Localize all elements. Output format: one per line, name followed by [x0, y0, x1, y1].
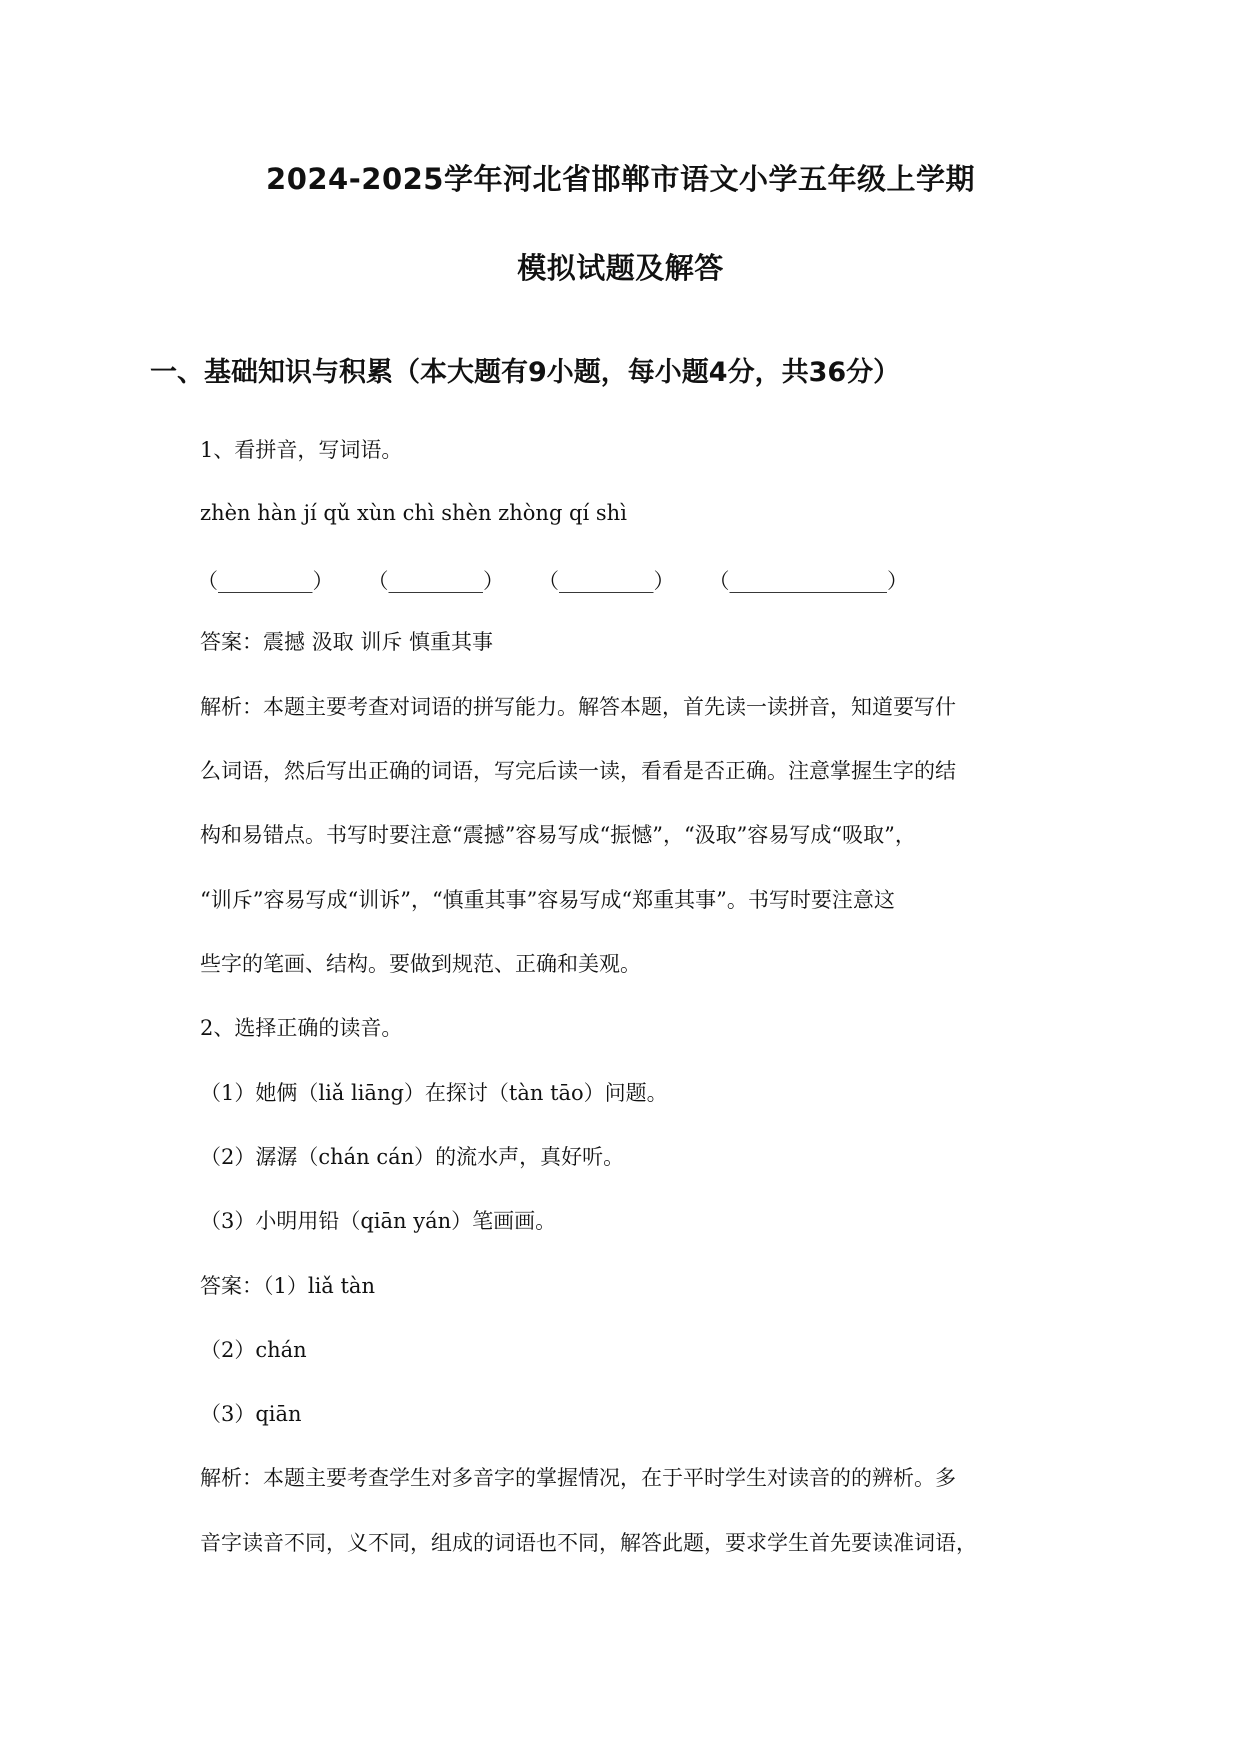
- document-title-line-1: 2024-2025学年河北省邯郸市语文小学五年级上学期: [266, 162, 975, 196]
- q2-prompt: 2、选择正确的读音。: [200, 1016, 403, 1040]
- section-heading: 一、基础知识与积累（本大题有9小题，每小题4分，共36分）: [150, 357, 901, 388]
- q1-analysis-line: 么词语，然后写出正确的词语，写完后读一读，看看是否正确。注意掌握生字的结: [200, 759, 956, 783]
- q1-pinyin: zhèn hàn jí qǔ xùn chì shèn zhòng qí shì: [200, 501, 627, 525]
- q2-item: （2）潺潺（chán cán）的流水声，真好听。: [200, 1145, 625, 1169]
- answer-blank[interactable]: （_________）: [367, 569, 504, 593]
- q1-prompt: 1、看拼音，写词语。: [200, 438, 403, 462]
- q1-answer: 答案：震撼 汲取 训斥 慎重其事: [200, 630, 494, 654]
- q2-answer: （3）qiān: [200, 1402, 302, 1426]
- q1-analysis-line: 解析：本题主要考查对词语的拼写能力。解答本题，首先读一读拼音，知道要写什: [200, 695, 956, 719]
- answer-blank[interactable]: （_________）: [197, 569, 334, 593]
- q2-item: （3）小明用铅（qiān yán）笔画画。: [200, 1209, 557, 1233]
- q1-analysis-line: 构和易错点。书写时要注意“震撼”容易写成“振憾”，“汲取”容易写成“吸取”，: [200, 823, 916, 847]
- q2-answer: 答案：（1）liǎ tàn: [200, 1274, 375, 1298]
- q2-analysis-line: 音字读音不同，义不同，组成的词语也不同，解答此题，要求学生首先要读准词语，: [200, 1531, 977, 1555]
- document-title-line-2: 模拟试题及解答: [517, 251, 724, 285]
- q2-answer: （2）chán: [200, 1338, 307, 1362]
- answer-blank[interactable]: （_________）: [538, 569, 675, 593]
- q1-analysis-line: “训斥”容易写成“训诉”，“慎重其事”容易写成“郑重其事”。书写时要注意这: [200, 888, 895, 912]
- answer-blank[interactable]: （_______________）: [708, 569, 908, 593]
- q1-answer-blanks: [197, 565, 942, 595]
- q2-item: （1）她俩（liǎ liāng）在探讨（tàn tāo）问题。: [200, 1081, 668, 1105]
- q1-analysis-line: 些字的笔画、结构。要做到规范、正确和美观。: [200, 952, 641, 976]
- q2-analysis-line: 解析：本题主要考查学生对多音字的掌握情况，在于平时学生对读音的的辨析。多: [200, 1466, 956, 1490]
